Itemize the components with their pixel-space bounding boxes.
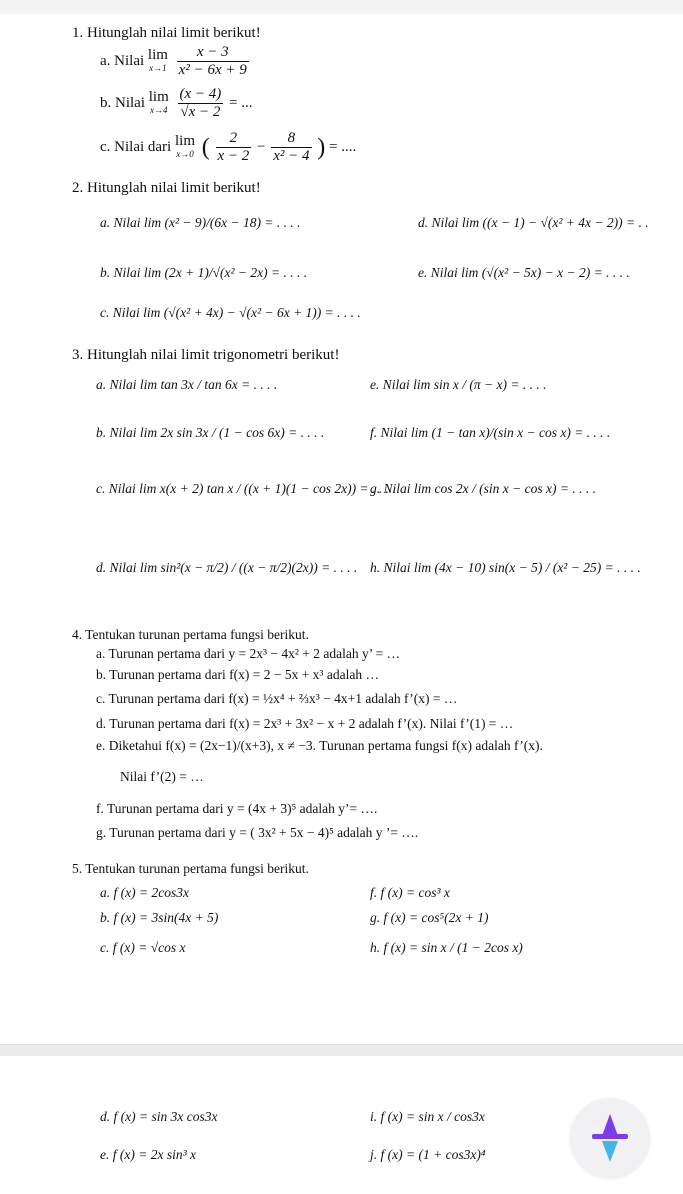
problem-4e-part-2: Nilai f’(2) = …: [120, 769, 204, 784]
problem-3c: c. Nilai lim x(x + 2) tan x / ((x + 1)(1 − cos 2x)) = . . . .: [96, 481, 396, 496]
problem-4e: e. Diketahui f(x) = (2x−1)/(x+3), x ≠ −3. Turunan pertama fungsi f(x) adalah f’(x).: [96, 738, 543, 753]
problem-1b: [100, 86, 253, 121]
problem-1b-fraction: $\frac{(x - 4)}{√x - 2}$: [179, 86, 222, 120]
problem-3e: e. Nilai lim sin x / (π − x) = . . . .: [370, 377, 547, 392]
problem-5i: i. f (x) = sin x / cos3x: [370, 1109, 485, 1124]
lim-operator: lim x→0: [174, 132, 195, 159]
problem-4b: b. Turunan pertama dari f(x) = 2 − 5x + x³ adalah …: [96, 667, 379, 682]
problem-5j: j. f (x) = (1 + cos3x)⁴: [370, 1147, 486, 1162]
problem-1c-tail: = ....: [329, 138, 357, 155]
problem-4f: f. Turunan pertama dari y = (4x + 3)⁵ adalah y’= ….: [96, 801, 378, 816]
sparkle-logo-icon: [570, 1098, 650, 1178]
problem-5h: h. f (x) = sin x / (1 − 2cos x): [370, 940, 523, 955]
problem-1a: [100, 44, 251, 79]
problem-3b: b. Nilai lim 2x sin 3x / (1 − cos 6x) = . . . .: [96, 425, 325, 440]
problem-1a-fraction: $\frac{x - 3}{\text{x² − 6x + 9}}$: [178, 44, 247, 78]
problem-2e: e. Nilai lim (√(x² − 5x) − x − 2) = . . . .: [418, 265, 630, 280]
problem-5b: b. f (x) = 3sin(4x + 5): [100, 910, 219, 925]
app-logo-button[interactable]: [570, 1098, 650, 1178]
problem-4c: c. Turunan pertama dari f(x) = ½x⁴ + ⅔x³ − 4x+1 adalah f’(x) = …: [96, 691, 458, 706]
section-2-title: 2. Hitunglah nilai limit berikut!: [72, 180, 261, 196]
problem-5e: e. f (x) = 2x sin³ x: [100, 1147, 196, 1162]
problem-1b-tail: = ...: [229, 94, 253, 111]
problem-3f: f. Nilai lim (1 − tan x)/(sin x − cos x) = . . . .: [370, 425, 611, 440]
problem-1c-label: c. Nilai dari: [100, 138, 172, 155]
top-edge: [0, 0, 683, 15]
lim-operator: lim x→4: [148, 88, 169, 115]
problem-3d: d. Nilai lim sin²(x − π/2) / ((x − π/2)(2x)) = . . . .: [96, 560, 358, 575]
problem-3g: g. Nilai lim cos 2x / (sin x − cos x) = . . . .: [370, 481, 596, 496]
section-5-title: 5. Tentukan turunan pertama fungsi berikut.: [72, 861, 309, 876]
worksheet-page-1: [0, 14, 683, 1044]
problem-4d: d. Turunan pertama dari f(x) = 2x³ + 3x² − x + 2 adalah f’(x). Nilai f’(1) = …: [96, 716, 514, 731]
problem-1c-fraction-1: $\frac{2}{x - 2}$: [217, 130, 250, 164]
problem-2b: b. Nilai lim (2x + 1)/√(x² − 2x) = . . . .: [100, 265, 308, 280]
problem-4a: a. Turunan pertama dari y = 2x³ − 4x² + 2 adalah y’ = …: [96, 646, 401, 661]
problem-1c-fraction-2: $\frac{8}{\text{x² − 4}}$: [273, 130, 310, 164]
problem-3h: h. Nilai lim (4x − 10) sin(x − 5) / (x² − 25) = . . . .: [370, 560, 641, 575]
problem-1c: c. Nilai dari lim x→0 ( $\frac{2}{x - 2}$ − $\frac{8}{\text{x² − 4}}$ ) = ....: [100, 130, 357, 164]
problem-5a: a. f (x) = 2cos3x: [100, 885, 189, 900]
problem-4g: g. Turunan pertama dari y = ( 3x² + 5x − 4)⁵ adalah y ’= ….: [96, 825, 419, 840]
problem-2a: a. Nilai lim (x² − 9)/(6x − 18) = . . . .: [100, 215, 301, 230]
section-1-title: 1. Hitunglah nilai limit berikut!: [72, 25, 261, 41]
problem-5g: g. f (x) = cos⁵(2x + 1): [370, 910, 489, 925]
section-4-title: 4. Tentukan turunan pertama fungsi berikut.: [72, 627, 309, 642]
lim-operator: lim x→1: [147, 46, 168, 73]
problem-1a-label: a. Nilai: [100, 52, 145, 69]
problem-3a: a. Nilai lim tan 3x / tan 6x = . . . .: [96, 377, 278, 392]
problem-2c: c. Nilai lim (√(x² + 4x) − √(x² − 6x + 1)) = . . . .: [100, 305, 361, 320]
problem-5f: f. f (x) = cos³ x: [370, 885, 450, 900]
problem-1b-label: b. Nilai: [100, 94, 145, 111]
problem-2d: d. Nilai lim ((x − 1) − √(x² + 4x − 2)) = . .: [418, 215, 649, 230]
section-3-title: 3. Hitunglah nilai limit trigonometri berikut!: [72, 347, 340, 363]
problem-5c: c. f (x) = √cos x: [100, 940, 186, 955]
problem-5d: d. f (x) = sin 3x cos3x: [100, 1109, 218, 1124]
